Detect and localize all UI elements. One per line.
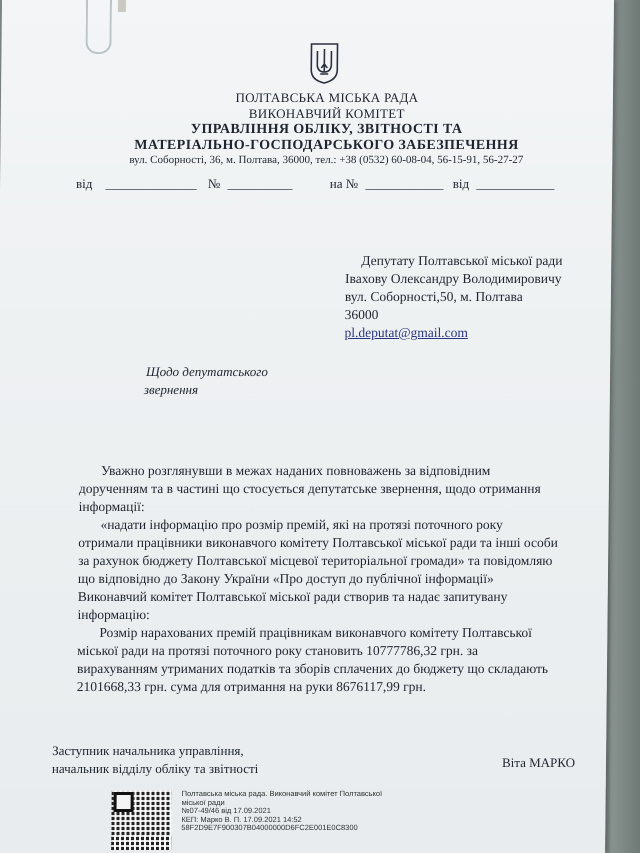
- body-line: дорученням та в частині що стосується депутатське звернення, щодо отримання: [78, 481, 541, 496]
- signature-position: [52, 742, 259, 778]
- recipient-email[interactable]: pl.deputat@gmail.com: [344, 325, 469, 340]
- trident-icon: [309, 42, 339, 84]
- body-line: Розмір нарахованих премій працівникам виконавчого комітету Полтавської: [99, 625, 533, 640]
- signer-name: Віта МАРКО: [501, 755, 576, 770]
- stamp-line: 58F2D9E7F900307B04000000D6FC2E001E0C8300: [181, 823, 358, 832]
- department-address: вул. Соборності, 36, м. Полтава, 36000, тел.: +38 (0532) 60-08-04, 56-15-91, 56-27-27: [129, 154, 524, 166]
- body-line: що відповідно до Закону України «Про доступ до публічної інформації»: [77, 571, 494, 586]
- recipient-name: Івахову Олександру Володимировичу: [345, 271, 562, 286]
- body-line: отримали працівники виконавчого комітету Полтавської міської ради та інші особи: [78, 535, 558, 550]
- stamp-line: КЕП: Марко В. П. 17.09.2021 14:52: [181, 814, 302, 824]
- from-label: від: [75, 176, 93, 191]
- department-name-line2: МАТЕРІАЛЬНО-ГОСПОДАРСЬКОГО ЗАБЕЗПЕЧЕННЯ: [134, 138, 519, 153]
- e-signature-stamp: [181, 790, 382, 833]
- body-line: інформації:: [78, 499, 145, 514]
- body-paragraph-3: [77, 624, 600, 696]
- department-name-line1: УПРАВЛІННЯ ОБЛІКУ, ЗВІТНОСТІ ТА: [190, 122, 463, 137]
- body-line: 2101668,33 грн. сума для отримання на руки 8676117,99 грн.: [76, 679, 427, 694]
- body-line: Виконавчий комітет Полтавської міської ради створив та надає запитувану: [77, 589, 508, 604]
- body-line: «надати інформацію про розмір премій, які на протязі поточного року: [100, 517, 503, 532]
- subject-line1: Щодо депутатського: [146, 364, 268, 379]
- body-line: за рахунок бюджету Полтавської місцевої територіальної громади» та повідомляю: [78, 553, 553, 568]
- stamp-line: міської ради: [181, 797, 225, 807]
- council-name: ПОЛТАВСЬКА МІСЬКА РАДА: [235, 90, 419, 105]
- recipient-street: вул. Соборності,50, м. Полтава: [344, 289, 523, 304]
- qr-code: [111, 790, 172, 850]
- number-blank: __________: [227, 176, 293, 191]
- body-line: вирахуванням утриманих податків та зборів сплачених до бюджету що складають: [76, 661, 549, 676]
- clip-tab: [118, 0, 126, 12]
- body-paragraph-1: [79, 462, 602, 516]
- stamp-line: №07-49/46 від 17.09.2021: [181, 806, 271, 815]
- recipient-block: [344, 252, 562, 342]
- body-line: Уважно розглянувши в межах наданих повноважень за відповідним: [100, 463, 491, 478]
- body-line: інформацію:: [77, 607, 150, 622]
- subject-block: [143, 363, 268, 399]
- recipient-postcode: 36000: [344, 307, 379, 322]
- subject-line2: звернення: [143, 382, 199, 397]
- ref-from-label: від: [452, 176, 470, 191]
- body-paragraph-2: [77, 516, 600, 624]
- from-blank: ______________: [105, 176, 197, 191]
- body-line: міської ради на протязі поточного року становить 10777786,32 грн. за: [77, 643, 479, 658]
- position-line1: Заступник начальника управління,: [52, 743, 244, 758]
- recipient-title: Депутату Полтавської міської ради: [361, 253, 563, 268]
- number-label: №: [207, 176, 221, 191]
- position-line2: начальник відділу обліку та звітності: [51, 761, 259, 776]
- paper-clip: [85, 0, 112, 54]
- ref-from-blank: ____________: [476, 176, 555, 191]
- stamp-line: Полтавська міська рада. Виконавчий комітет Полтавської: [181, 789, 383, 798]
- registration-row: [76, 176, 554, 192]
- ref-label: на №: [329, 176, 359, 191]
- ref-blank: ____________: [365, 176, 444, 191]
- background-surface: [610, 0, 640, 853]
- committee-name: ВИКОНАВЧИЙ КОМІТЕТ: [248, 106, 405, 121]
